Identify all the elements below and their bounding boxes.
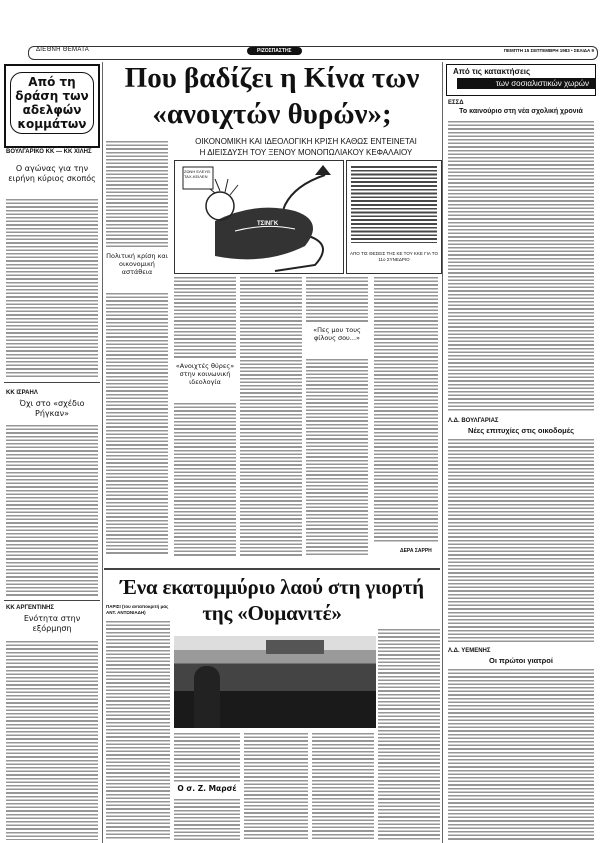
story-body xyxy=(448,438,594,642)
column-divider xyxy=(442,62,443,843)
story-title: Το καινούριο στη νέα σχολική χρονιά xyxy=(459,108,583,115)
story-kicker: Λ.Δ. ΥΕΜΕΝΗΣ xyxy=(448,648,491,654)
right-box-title-line1: Από τις κατακτήσεις xyxy=(453,67,531,76)
right-box xyxy=(446,64,596,96)
crosshead: Ο σ. Ζ. Μαρσέ xyxy=(177,784,237,793)
story-body xyxy=(306,358,368,556)
headline-line: «ανοιχτών θυρών»; xyxy=(152,98,392,130)
divider xyxy=(4,382,100,383)
date-page: ΠΕΜΠΤΗ 15 ΣΕΠΤΕΜΒΡΗ 1983 • ΣΕΛΙΔΑ 9 xyxy=(503,48,594,53)
story-body xyxy=(106,620,170,840)
story-body xyxy=(6,424,98,596)
quote-body xyxy=(351,165,437,243)
story-title: Νέες επιτυχίες στις οικοδομές xyxy=(467,426,575,435)
crosshead: «Πες μου τους φίλους σου...» xyxy=(313,326,361,342)
story-body xyxy=(374,276,438,542)
story-title: Οι πρώτοι γιατροί xyxy=(489,656,553,665)
masthead: ΡΙΖΟΣΠΑΣΤΗΣ xyxy=(247,47,302,55)
second-headline xyxy=(104,574,440,626)
divider xyxy=(104,568,440,570)
byline: ΔΕΡΑ ΣΑΡΡΗ xyxy=(400,548,432,554)
story-body xyxy=(240,276,302,556)
left-box-title: Από τη δράση των αδελφών κομμάτων xyxy=(10,72,94,134)
crosshead: Πολιτική κρίση και οικονομική αστάθεια xyxy=(106,252,168,276)
dateline: ΠΑΡΙΣΙ (του ανταποκριτή μας ΑΝΤ. ΑΝΤΩΝΙΑΔΗ) xyxy=(106,604,169,615)
story-body xyxy=(312,732,374,840)
story-body xyxy=(244,732,308,840)
quote-box xyxy=(346,160,442,274)
story-body xyxy=(6,198,98,378)
story-kicker: ΚΚ ΑΡΓΕΝΤΙΝΗΣ xyxy=(6,605,54,611)
story-kicker: Λ.Δ. ΒΟΥΛΓΑΡΙΑΣ xyxy=(448,418,499,424)
section-title: ΔΙΕΘΝΗ ΘΕΜΑΤΑ xyxy=(36,47,90,53)
story-body xyxy=(6,640,98,840)
story-body xyxy=(378,628,440,840)
crowd-photo xyxy=(174,636,376,728)
story-title: Όχι στο «σχέδιο Ρήγκαν» xyxy=(19,399,85,418)
story-title: Ενότητα στην εξόρμηση xyxy=(23,614,81,633)
story-body xyxy=(174,402,236,556)
headline-line: της «Ουμανιτέ» xyxy=(202,601,342,625)
story-body xyxy=(174,732,240,782)
main-subhead xyxy=(172,136,440,158)
crosshead: «Ανοιχτές θύρες» στην κοινωνική ιδεολογία xyxy=(175,362,235,386)
divider xyxy=(4,600,100,601)
story-kicker: ΚΚ ΙΣΡΑΗΛ xyxy=(6,390,38,396)
story-body xyxy=(106,140,168,248)
cartoon-label: ΤΣΙΝΓΚ xyxy=(257,221,279,227)
main-headline xyxy=(104,60,440,132)
headline-line: Ένα εκατομμύριο λαού στη γιορτή xyxy=(120,575,424,599)
quote-source: ΑΠΟ ΤΙΣ ΘΕΣΕΙΣ ΤΗΣ ΚΕ ΤΟΥ ΚΚΕ ΓΙΑ ΤΟ 11ο ΣΥΝΕΔΡΙΟ xyxy=(350,251,438,262)
stage-banner xyxy=(266,640,324,654)
person-silhouette xyxy=(194,666,220,728)
left-box xyxy=(4,64,100,148)
story-body xyxy=(448,120,594,412)
story-body xyxy=(448,668,594,840)
story-body xyxy=(306,276,368,322)
story-body xyxy=(174,798,240,840)
right-box-title-line2: των σοσιαλιστικών χωρών xyxy=(457,78,595,89)
story-body xyxy=(174,276,236,358)
subhead-line: ΟΙΚΟΝΟΜΙΚΗ ΚΑΙ ΙΔΕΟΛΟΓΙΚΗ ΚΡΙΣΗ ΚΑΘΩΣ ΕΝΤΕΙΝΕΤΑΙ xyxy=(195,137,417,146)
subhead-line: Η ΔΙΕΙΣΔΥΣΗ ΤΟΥ ΞΕΝΟΥ ΜΟΝΟΠΩΛΙΑΚΟΥ ΚΕΦΑΛΑΙΟΥ xyxy=(199,148,413,157)
story-body xyxy=(106,292,168,556)
column-divider xyxy=(102,62,103,843)
story-kicker: ΕΣΣΔ xyxy=(448,100,464,106)
story-kicker: ΒΟΥΛΓΑΡΙΚΟ ΚΚ — ΚΚ ΧΙΛΗΣ xyxy=(6,149,92,155)
story-title: Ο αγώνας για την ειρήνη κύριος σκοπός xyxy=(8,164,96,183)
cartoon xyxy=(174,160,344,274)
cartoon-sign: ΖΩΝΗ ΕΛΕΥΘ. ΤΑΧ-ΚΕΙΛΕΝ xyxy=(184,169,211,179)
headline-line: Που βαδίζει η Κίνα των xyxy=(124,62,420,94)
